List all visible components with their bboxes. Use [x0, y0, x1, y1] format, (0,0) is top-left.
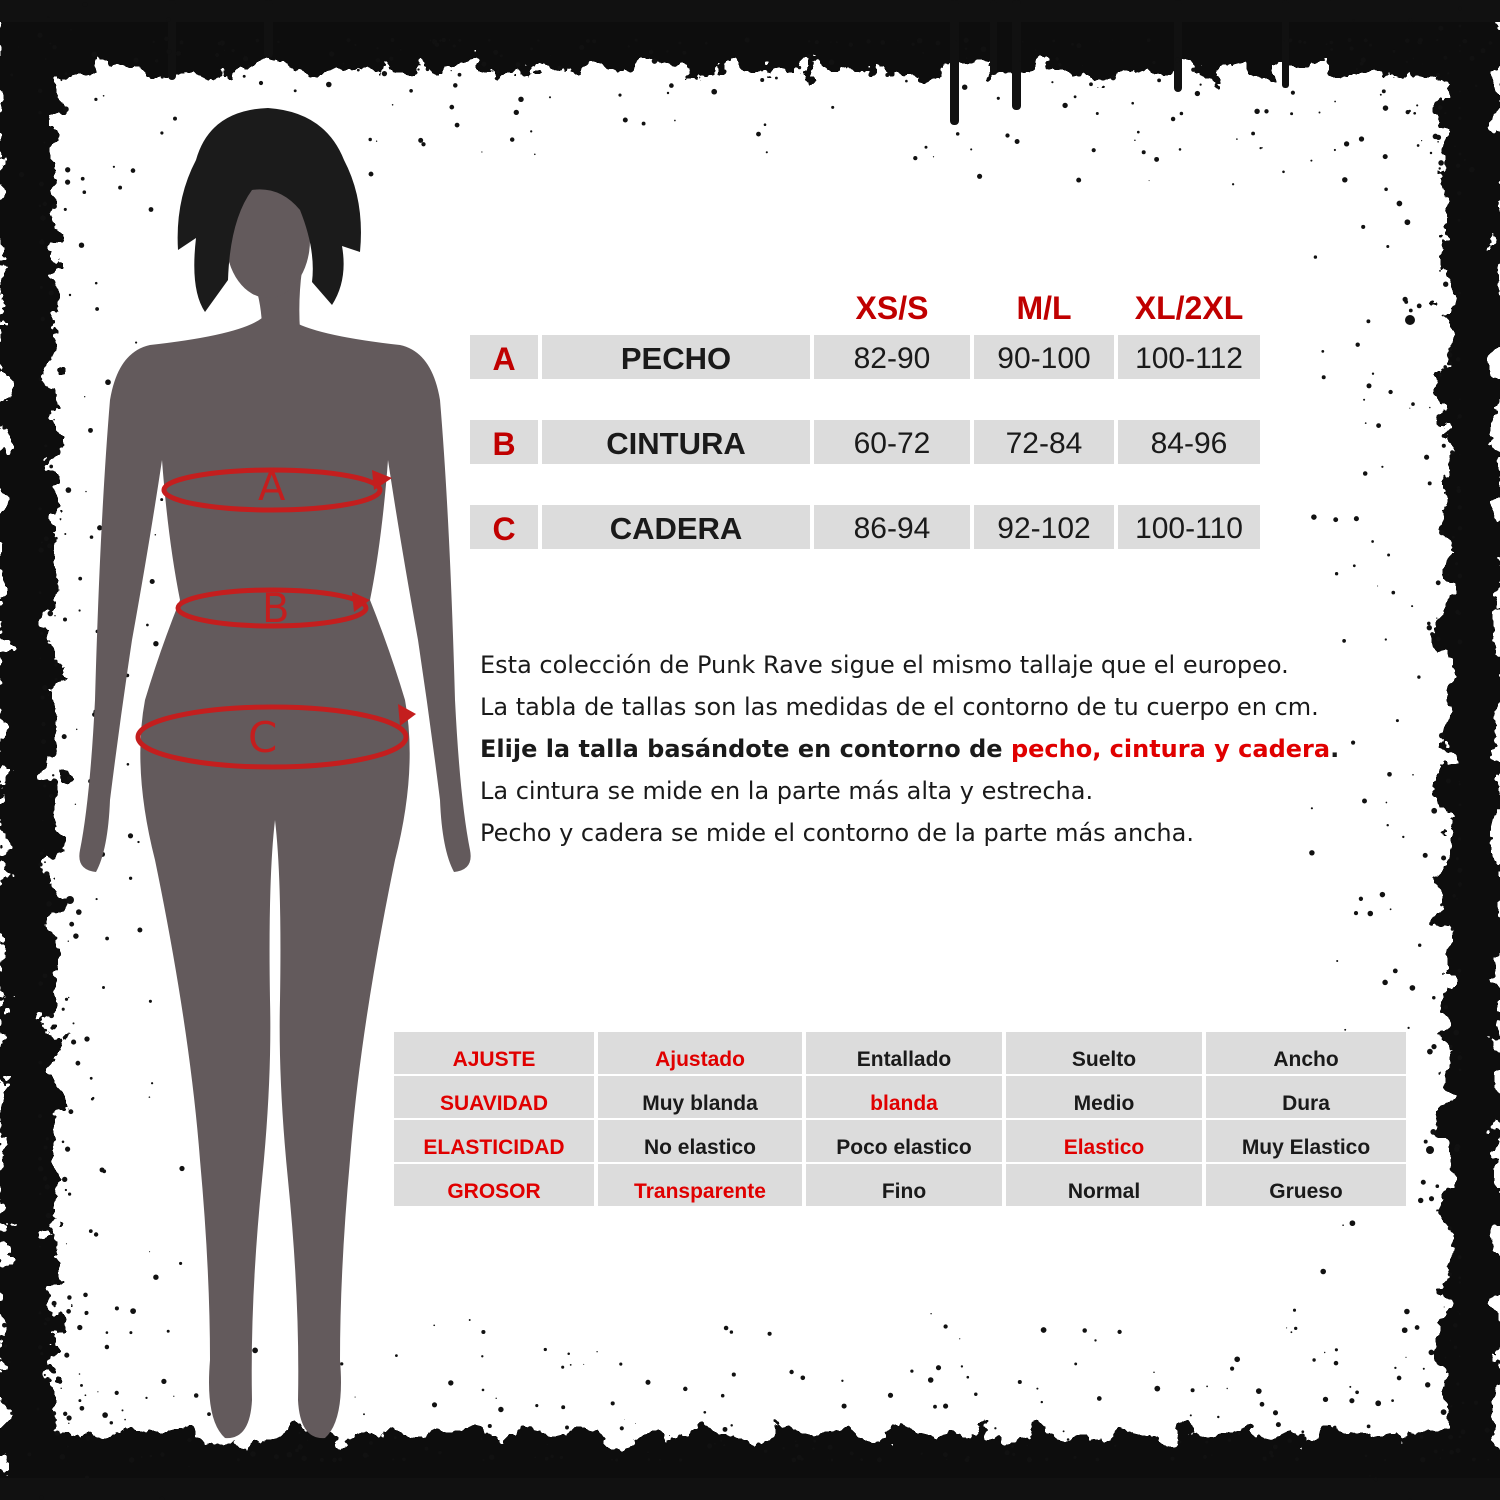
property-option: Muy blanda	[598, 1076, 802, 1118]
note-line: La tabla de tallas son las medidas de el contorno de tu cuerpo en cm.	[480, 693, 1319, 721]
property-label: AJUSTE	[394, 1032, 594, 1074]
size-header-xl-2xl: XL/2XL	[1134, 290, 1244, 326]
property-option: Muy Elastico	[1206, 1120, 1406, 1162]
size-value: 92-102	[974, 505, 1114, 549]
size-value: 100-112	[1118, 335, 1260, 379]
size-value: 86-94	[814, 505, 970, 549]
row-letter: C	[470, 505, 538, 549]
note-line: La cintura se mide en la parte más alta y estrecha.	[480, 777, 1094, 805]
property-label: GROSOR	[394, 1164, 594, 1206]
size-value: 100-110	[1118, 505, 1260, 549]
row-measure-name: PECHO	[542, 335, 810, 379]
property-label: ELASTICIDAD	[394, 1120, 594, 1162]
row-letter: B	[470, 420, 538, 464]
property-option: Suelto	[1006, 1032, 1202, 1074]
marker-b: B	[262, 586, 290, 632]
property-option: Normal	[1006, 1164, 1202, 1206]
note-highlight: pecho, cintura y cadera	[1010, 735, 1331, 763]
note-text: .	[1330, 735, 1340, 763]
property-option: Elastico	[1006, 1120, 1202, 1162]
property-option: Ajustado	[598, 1032, 802, 1074]
property-option: No elastico	[598, 1120, 802, 1162]
size-value: 60-72	[814, 420, 970, 464]
property-option: Grueso	[1206, 1164, 1406, 1206]
size-row-cintura	[470, 420, 1260, 464]
property-label: SUAVIDAD	[394, 1076, 594, 1118]
size-value: 72-84	[974, 420, 1114, 464]
property-option: Dura	[1206, 1076, 1406, 1118]
row-measure-name: CINTURA	[542, 420, 810, 464]
size-header-xs-s: XS/S	[855, 290, 929, 326]
property-option: Poco elastico	[806, 1120, 1002, 1162]
row-measure-name: CADERA	[542, 505, 810, 549]
fabric-properties-table	[394, 1032, 1406, 1208]
size-value: 90-100	[974, 335, 1114, 379]
property-option: Transparente	[598, 1164, 802, 1206]
property-row-grosor	[394, 1164, 1406, 1208]
size-row-cadera	[470, 505, 1260, 549]
marker-c: C	[248, 713, 278, 762]
size-header-row	[470, 290, 1260, 334]
row-letter: A	[470, 335, 538, 379]
property-option: Ancho	[1206, 1032, 1406, 1074]
marker-a: A	[258, 464, 286, 510]
property-option: Fino	[806, 1164, 1002, 1206]
size-row-pecho	[470, 335, 1260, 379]
property-option: Medio	[1006, 1076, 1202, 1118]
property-option: Entallado	[806, 1032, 1002, 1074]
size-value: 84-96	[1118, 420, 1260, 464]
sizing-notes	[480, 645, 1440, 855]
property-option: blanda	[806, 1076, 1002, 1118]
note-text: Elije la talla basándote en contorno de	[480, 735, 1011, 763]
body-silhouette	[60, 100, 490, 1480]
property-row-elasticidad	[394, 1120, 1406, 1164]
property-row-suavidad	[394, 1076, 1406, 1120]
note-line: Pecho y cadera se mide el contorno de la parte más ancha.	[480, 819, 1194, 847]
size-value: 82-90	[814, 335, 970, 379]
note-line-emphasis	[480, 729, 1440, 771]
note-line: Esta colección de Punk Rave sigue el mismo tallaje que el europeo.	[480, 651, 1289, 679]
size-header-m-l: M/L	[1016, 290, 1072, 326]
property-row-ajuste	[394, 1032, 1406, 1076]
